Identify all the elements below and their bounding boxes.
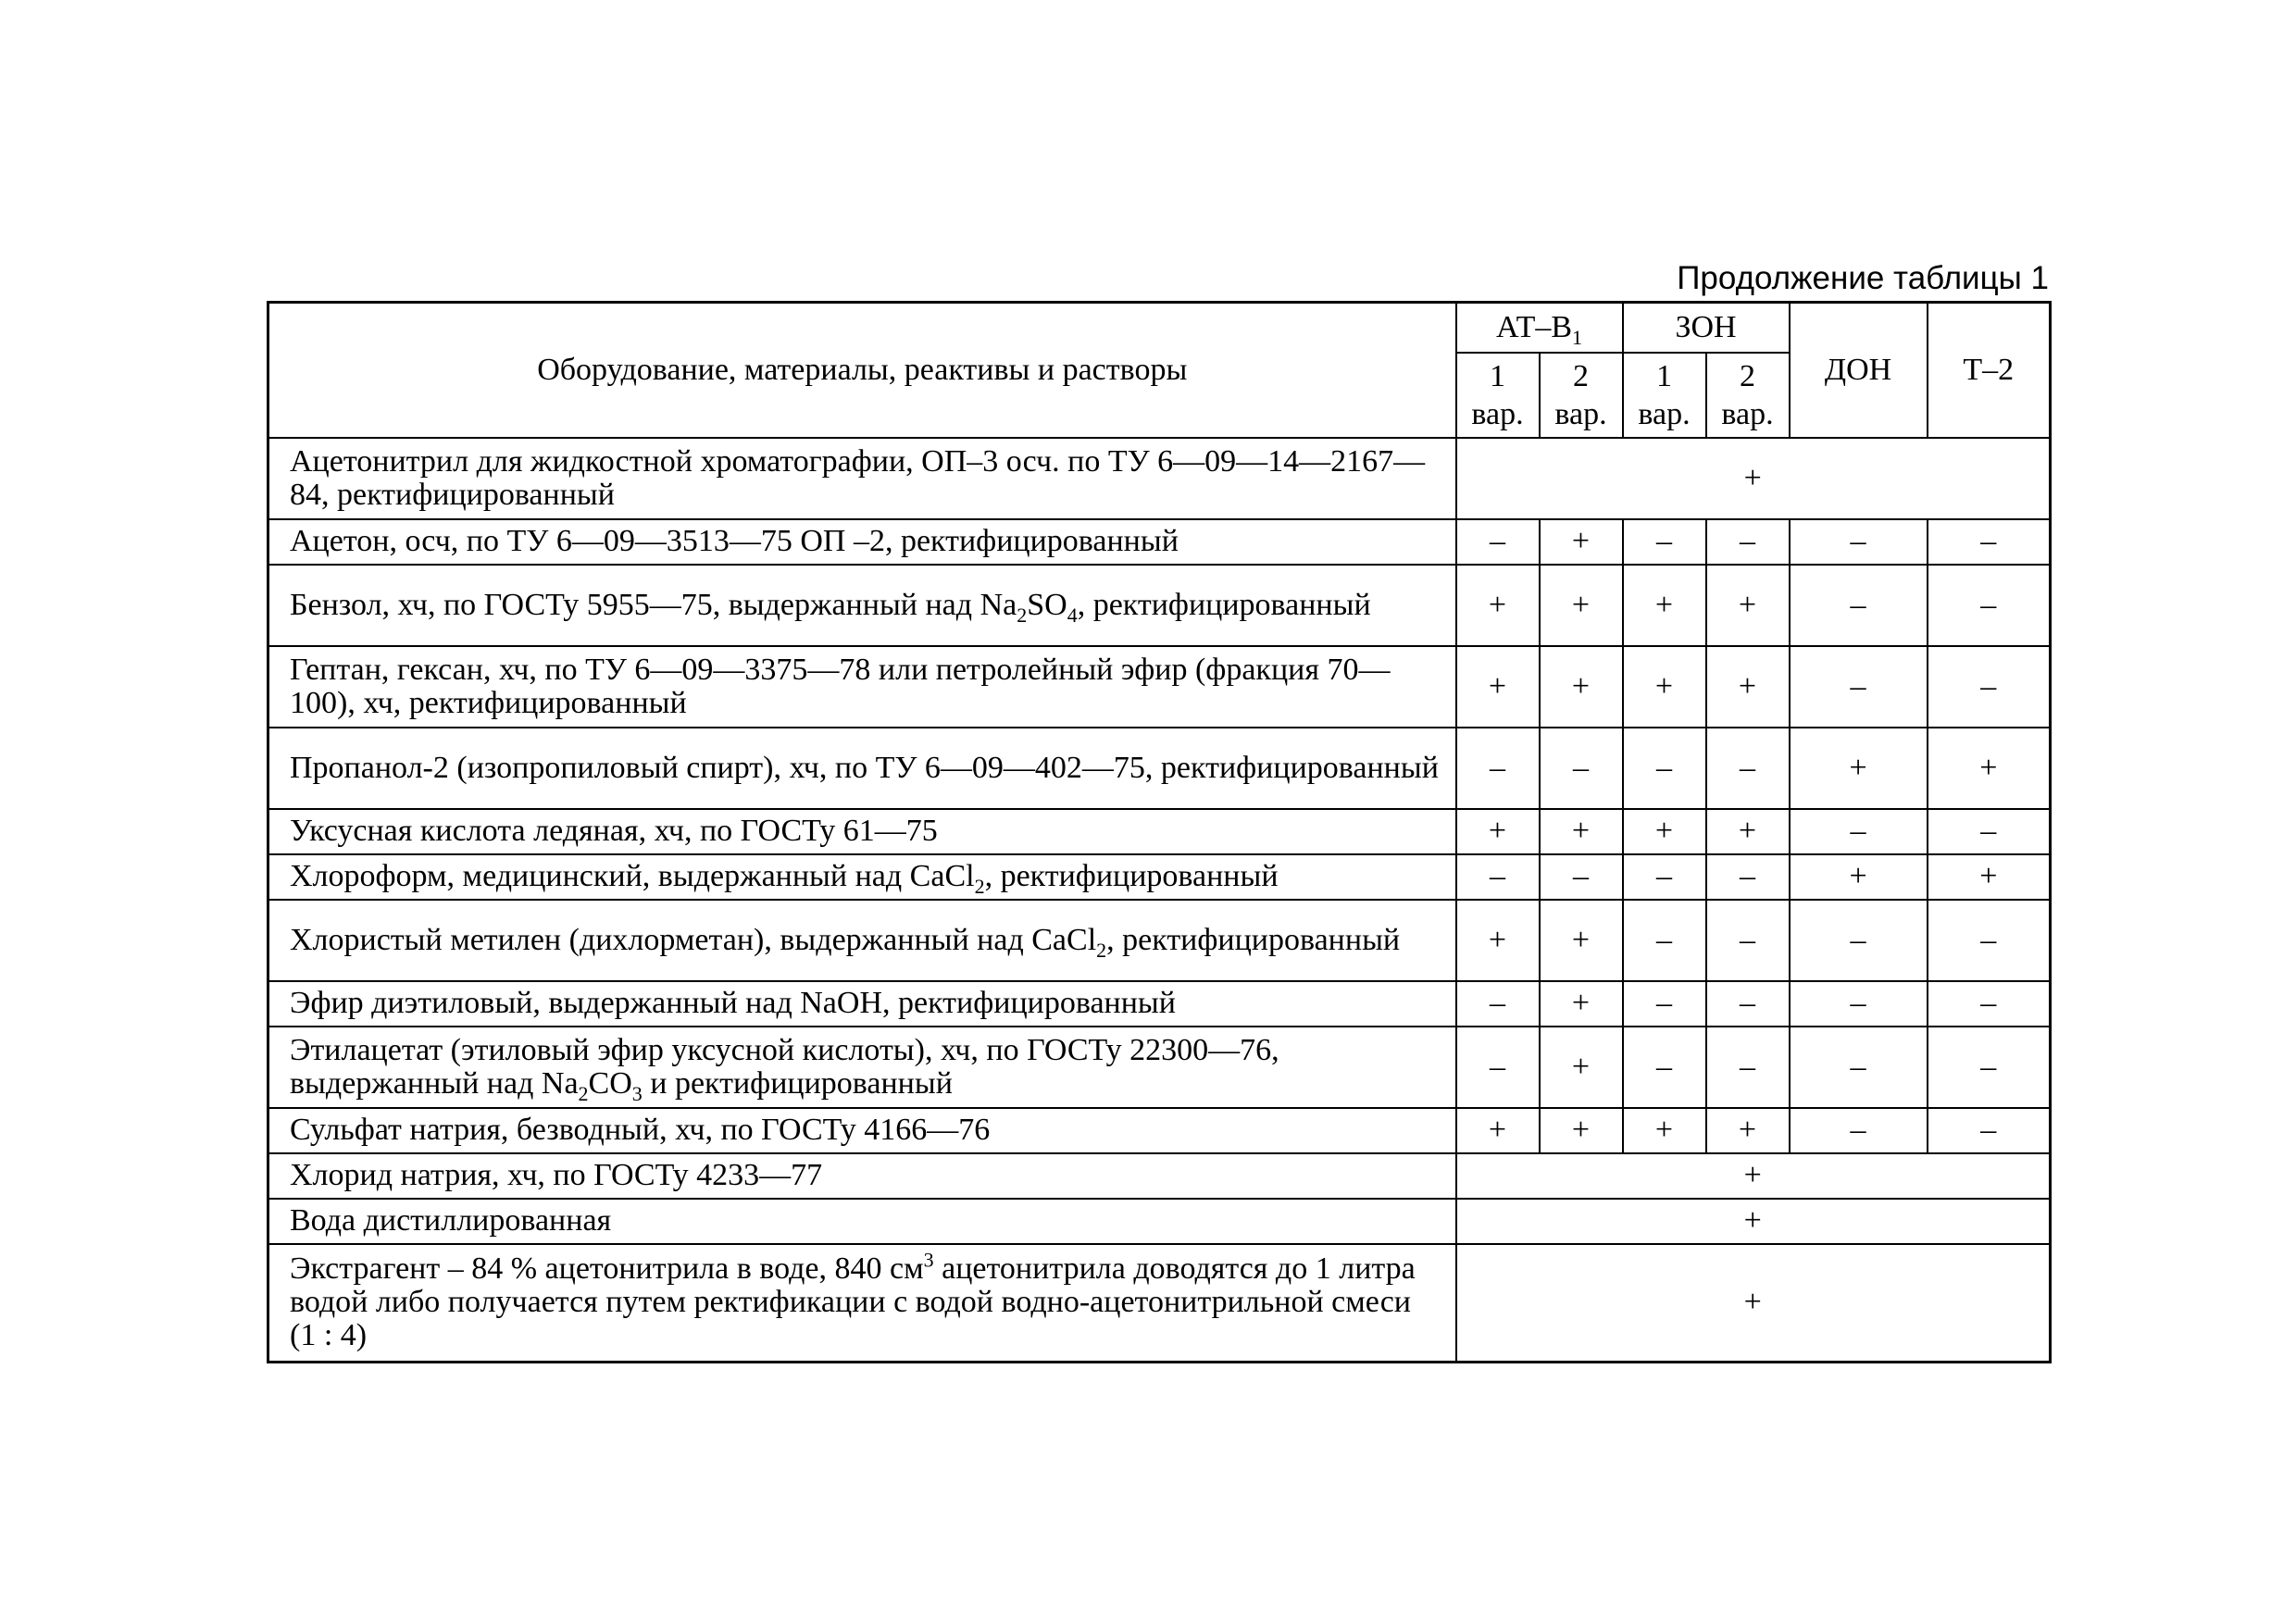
row-mark: – — [1623, 1027, 1706, 1108]
row-mark: – — [1456, 854, 1540, 900]
row-description: Уксусная кислота ледяная, хч, по ГОСТу 61—75 — [268, 809, 1456, 854]
row-mark: – — [1928, 519, 2051, 565]
row-mark: – — [1540, 728, 1623, 809]
header-group-zon: ЗОН — [1623, 303, 1790, 353]
row-description: Хлороформ, медицинский, выдержанный над CaCl$_2$, ректифицированный — [268, 854, 1456, 900]
row-mark: – — [1706, 1027, 1790, 1108]
row-mark: – — [1456, 728, 1540, 809]
table-row — [268, 854, 2051, 900]
row-mark: – — [1623, 981, 1706, 1027]
row-mark: – — [1456, 981, 1540, 1027]
header-don: ДОН — [1790, 303, 1928, 438]
row-mark: + — [1706, 646, 1790, 728]
row-mark: + — [1706, 565, 1790, 646]
row-description: Хлористый метилен (дихлорметан), выдержанный над CaCl$_2$, ректифицированный — [268, 900, 1456, 981]
row-mark: – — [1790, 519, 1928, 565]
row-mark: – — [1706, 854, 1790, 900]
table-row — [268, 728, 2051, 809]
row-mark: – — [1790, 646, 1928, 728]
row-mark: + — [1706, 1108, 1790, 1153]
row-mark: + — [1623, 809, 1706, 854]
row-mark: + — [1540, 1108, 1623, 1153]
row-merged-mark: + — [1456, 438, 2051, 519]
header-t2: Т–2 — [1928, 303, 2051, 438]
header-variant: 2 вар. — [1540, 353, 1623, 438]
table-row — [268, 1108, 2051, 1153]
row-mark: + — [1623, 565, 1706, 646]
row-mark: + — [1540, 646, 1623, 728]
row-mark: – — [1706, 981, 1790, 1027]
row-mark: – — [1706, 728, 1790, 809]
row-mark: – — [1623, 728, 1706, 809]
reagents-table — [267, 301, 2052, 1363]
table-row — [268, 1244, 2051, 1363]
row-mark: + — [1540, 519, 1623, 565]
row-mark: – — [1790, 1027, 1928, 1108]
row-description: Этилацетат (этиловый эфир уксусной кислоты), хч, по ГОСТу 22300—76, выдержанный над $Na_2CO_3$ и ректифицированный — [268, 1027, 1456, 1108]
table-row — [268, 1153, 2051, 1199]
row-mark: – — [1456, 519, 1540, 565]
row-mark: + — [1928, 728, 2051, 809]
header-main: Оборудование, материалы, реактивы и растворы — [268, 303, 1456, 438]
row-mark: – — [1928, 981, 2051, 1027]
row-merged-mark: + — [1456, 1199, 2051, 1244]
row-mark: – — [1928, 1108, 2051, 1153]
table-row — [268, 565, 2051, 646]
row-description: Эфир диэтиловый, выдержанный над NaOH, ректифицированный — [268, 981, 1456, 1027]
row-mark: + — [1540, 809, 1623, 854]
row-mark: – — [1928, 1027, 2051, 1108]
row-description: Хлорид натрия, хч, по ГОСТу 4233—77 — [268, 1153, 1456, 1199]
row-mark: – — [1706, 900, 1790, 981]
row-mark: – — [1790, 1108, 1928, 1153]
header-row-1 — [268, 303, 2051, 353]
row-mark: – — [1706, 519, 1790, 565]
row-mark: + — [1706, 809, 1790, 854]
row-mark: + — [1540, 1027, 1623, 1108]
row-mark: – — [1623, 519, 1706, 565]
row-mark: – — [1456, 1027, 1540, 1108]
row-mark: – — [1790, 900, 1928, 981]
table-row — [268, 1027, 2051, 1108]
row-mark: – — [1928, 565, 2051, 646]
row-description: Экстрагент – 84 % ацетонитрила в воде, 840 $см^3$ ацетонитрила доводятся до 1 литра водой либо получается путем ректификации с водой водно-ацетонитрильной смеси (1 : 4) — [268, 1244, 1456, 1363]
row-mark: – — [1790, 981, 1928, 1027]
header-variant: 1 вар. — [1456, 353, 1540, 438]
row-mark: + — [1540, 900, 1623, 981]
header-variant: 2 вар. — [1706, 353, 1790, 438]
table-row — [268, 438, 2051, 519]
row-mark: + — [1456, 809, 1540, 854]
row-description: Вода дистиллированная — [268, 1199, 1456, 1244]
row-mark: + — [1623, 646, 1706, 728]
table-row — [268, 809, 2051, 854]
header-group-at-b1: $АТ-В_1$ — [1456, 303, 1623, 353]
table-row — [268, 900, 2051, 981]
row-mark: – — [1928, 809, 2051, 854]
row-description: Бензол, хч, по ГОСТу 5955—75, выдержанный над $Na_2SO_4$, ректифицированный — [268, 565, 1456, 646]
row-description: Гептан, гексан, хч, по ТУ 6—09—3375—78 или петролейный эфир (фракция 70—100), хч, ректифицированный — [268, 646, 1456, 728]
row-mark: + — [1790, 854, 1928, 900]
row-mark: – — [1790, 809, 1928, 854]
row-description: Ацетон, осч, по ТУ 6—09—3513—75 ОП –2, ректифицированный — [268, 519, 1456, 565]
table-row — [268, 646, 2051, 728]
table-row — [268, 519, 2051, 565]
row-mark: + — [1540, 565, 1623, 646]
row-mark: – — [1790, 565, 1928, 646]
row-mark: + — [1790, 728, 1928, 809]
row-mark: – — [1623, 854, 1706, 900]
table-caption: Продолжение таблицы 1 — [1677, 260, 2049, 296]
row-mark: + — [1456, 565, 1540, 646]
header-variant: 1 вар. — [1623, 353, 1706, 438]
row-mark: + — [1456, 646, 1540, 728]
row-mark: – — [1928, 900, 2051, 981]
row-description: Ацетонитрил для жидкостной хроматографии, ОП–3 осч. по ТУ 6—09—14—2167—84, ректифицированный — [268, 438, 1456, 519]
row-merged-mark: + — [1456, 1153, 2051, 1199]
row-mark: + — [1928, 854, 2051, 900]
row-merged-mark: + — [1456, 1244, 2051, 1363]
row-description: Пропанол-2 (изопропиловый спирт), хч, по ТУ 6—09—402—75, ректифицированный — [268, 728, 1456, 809]
row-mark: – — [1540, 854, 1623, 900]
row-mark: + — [1456, 900, 1540, 981]
table-row — [268, 981, 2051, 1027]
row-mark: + — [1456, 1108, 1540, 1153]
row-mark: + — [1623, 1108, 1706, 1153]
row-mark: – — [1928, 646, 2051, 728]
row-description: Сульфат натрия, безводный, хч, по ГОСТу 4166—76 — [268, 1108, 1456, 1153]
row-mark: + — [1540, 981, 1623, 1027]
row-mark: – — [1623, 900, 1706, 981]
table-row — [268, 1199, 2051, 1244]
